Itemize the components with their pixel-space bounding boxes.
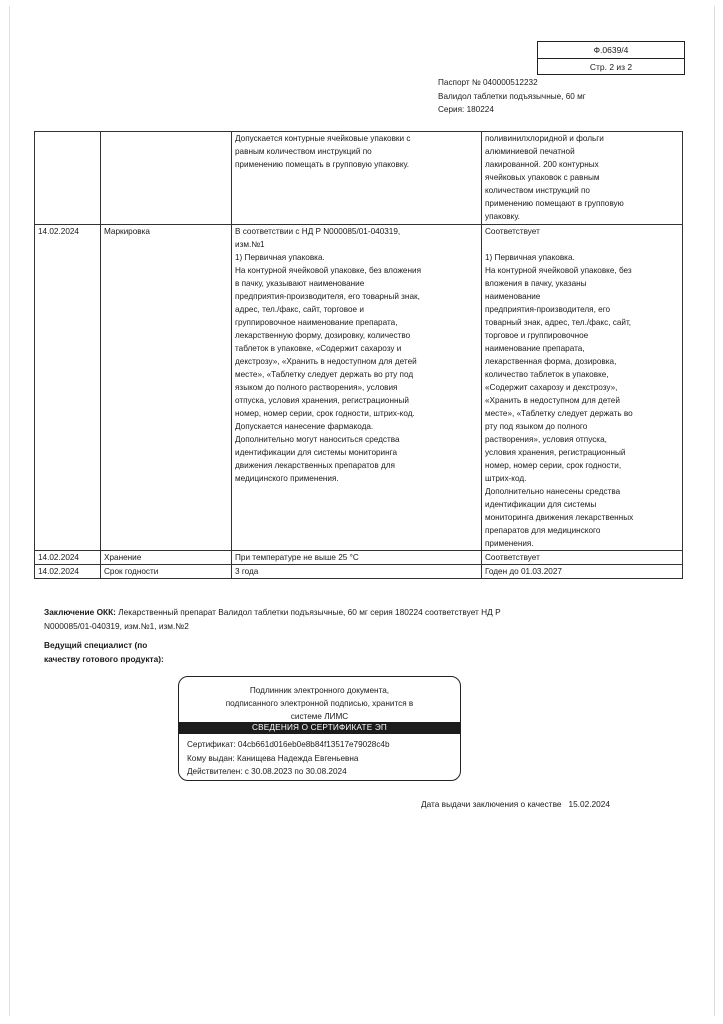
- indicator-cell: Маркировка: [101, 225, 232, 551]
- result-cell: поливинилхлоридной и фольги алюминиевой печатной лакированной. 200 контурных ячейковых упаковок с равным количеством инструкций по применению помещают в групповую упаковку.: [482, 132, 683, 225]
- conclusion-label: Заключение ОКК:: [44, 607, 116, 617]
- indicator-cell: Хранение: [101, 551, 232, 565]
- page-number: Стр. 2 из 2: [538, 58, 684, 75]
- table-row: [35, 225, 683, 551]
- series-number: Серия: 180224: [438, 105, 494, 114]
- date-cell: 14.02.2024: [35, 225, 101, 551]
- lead-specialist-label: Ведущий специалист (по качеству готового продукта):: [44, 640, 164, 664]
- conclusion-text: Лекарственный препарат Валидол таблетки подъязычные, 60 мг серия 180224 соответствует НД Р N000085/01-040319, изм.№1, изм.№2: [44, 607, 501, 631]
- certificate-owner: Кому выдан: Канищева Надежда Евгеньевна: [187, 753, 359, 763]
- date-cell: 14.02.2024: [35, 565, 101, 579]
- requirement-cell: При температуре не выше 25 °C: [232, 551, 482, 565]
- indicator-cell: [101, 132, 232, 225]
- product-name: Валидол таблетки подъязычные, 60 мг: [438, 91, 586, 101]
- table-row: [35, 565, 683, 579]
- table-row: [35, 551, 683, 565]
- date-cell: [35, 132, 101, 225]
- signature-notice: Подлинник электронного документа, подписанного электронной подписью, хранится в системе ЛИМС: [225, 686, 414, 721]
- requirement-cell: В соответствии с НД Р N000085/01-040319, изм.№1 1) Первичная упаковка. На контурной ячейковой упаковке, без вложения в пачку, указывают наименование предприятия-производителя, его товарный знак, адрес, тел./факс, сайт, торговое и группировочное наименование препарата, лекарственную форму, дозировку, количество таблеток в упаковке, «Содержит сахарозу и декстрозу», «Хранить в недоступном для детей месте», «Таблетку следует держать во рту под языком до полного растворения», условия отпуска, условия хранения, регистрационный номер, номер серии, срок годности, штрих-код. Допускается нанесение фармакода. Дополнительно могут наноситься средства идентификации для системы мониторинга движения лекарственных препаратов для медицинского применения.: [232, 225, 482, 551]
- certificate-number: Сертификат: 04cb661d016eb0e8b84f13517e79028c4b: [187, 740, 390, 749]
- passport-number: Паспорт № 040000512232: [438, 78, 538, 87]
- requirement-cell: Допускается контурные ячейковые упаковки с равным количеством инструкций по применению помещать в групповую упаковку.: [232, 132, 482, 225]
- requirement-cell: 3 года: [232, 565, 482, 579]
- certificate-details: [187, 738, 390, 779]
- table-row: [35, 132, 683, 225]
- quality-table: [34, 131, 683, 579]
- electronic-signature-stamp: [178, 676, 461, 781]
- certificate-validity: Действителен: с 30.08.2023 по 30.08.2024: [187, 767, 347, 776]
- form-code-box: [537, 41, 685, 75]
- form-code: Ф.0639/4: [593, 45, 629, 55]
- result-cell: Годен до 01.03.2027: [482, 565, 683, 579]
- document-header: [438, 76, 586, 117]
- indicator-cell: Срок годности: [101, 565, 232, 579]
- result-cell: Соответствует 1) Первичная упаковка. На контурной ячейковой упаковке, без вложения в пачку, указаны наименование предприятия-производителя, его товарный знак, адрес, тел./факс, сайт, торговое и группировочное наименование препарата, лекарственная форма, дозировка, количество таблеток в упаковке, «Содержит сахарозу и декстрозу», «Хранить в недоступном для детей месте», «Таблетку следует держать во рту под языком до полного растворения», условия отпуска, условия хранения, регистрационный номер, номер серии, срок годности, штрих-код. Дополнительно нанесены средства идентификации для системы мониторинга движения лекарственных препаратов для медицинского применения.: [482, 225, 683, 551]
- certificate-info-band: СВЕДЕНИЯ О СЕРТИФИКАТЕ ЭП: [179, 722, 460, 734]
- date-cell: 14.02.2024: [35, 551, 101, 565]
- result-cell: Соответствует: [482, 551, 683, 565]
- issue-date: Дата выдачи заключения о качестве 15.02.2024: [421, 799, 610, 809]
- qc-conclusion: [44, 605, 544, 633]
